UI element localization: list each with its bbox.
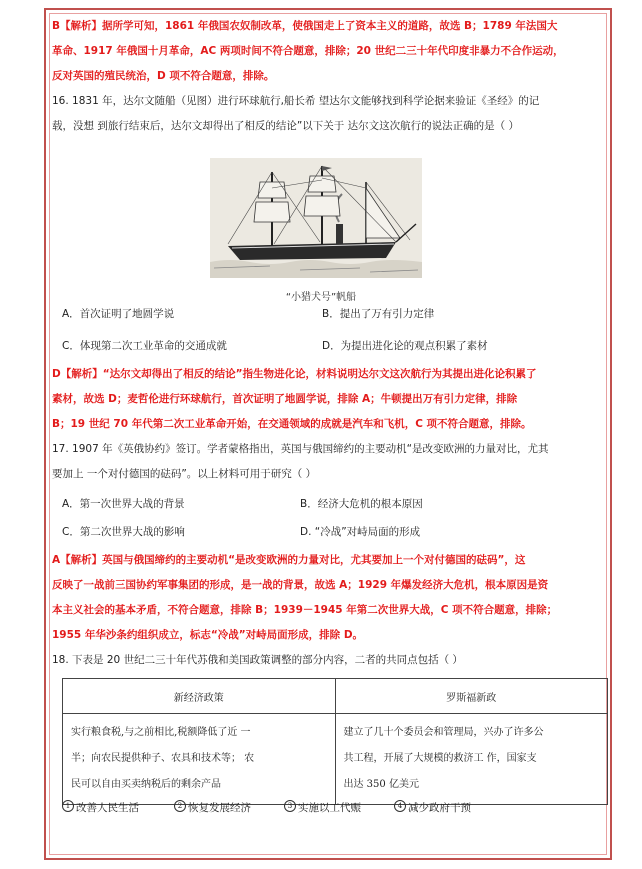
circled-number-4: 4: [394, 800, 406, 812]
q16-analysis-line-2: 素材，故选 D；麦哲伦进行环球航行，首次证明了地圆学说，排除 A；牛顿提出万有引力定律，排除: [52, 393, 518, 405]
q16-option-a: A．首次证明了地圆学说: [62, 308, 175, 320]
circled-number-3: 3: [284, 800, 296, 812]
policy-comparison-table: [62, 678, 608, 805]
q17-analysis-line-1: A【解析】英国与俄国缔约的主要动机“是改变欧洲的力量对比，尤其要加上一个对付德国的砝码”，这: [52, 554, 526, 566]
q15-analysis-line-2: 革命、1917 年俄国十月革命，AC 两项时间不符合题意，排除；20 世纪二三十年代印度非暴力不合作运动，: [52, 45, 564, 57]
q16-stem-line-2: 载，没想 到旅行结束后，达尔文却得出了相反的结论”以下关于 达尔文这次航行的说法正确的是（ ）: [52, 120, 519, 132]
q16-analysis-line-3: B；19 世纪 70 年代第二次工业革命开始，在交通领域的成就是汽车和飞机，C 项不符合题意，排除。: [52, 418, 532, 430]
q18-item-4: [394, 800, 471, 815]
content-block-lower: [52, 548, 604, 673]
content-block-middle: [52, 362, 604, 487]
table-cell-new-deal: [335, 714, 608, 805]
q18-item-4-text: 减少政府干预: [408, 802, 471, 814]
q18-item-1-text: 改善人民生活: [76, 802, 139, 814]
new-deal-line-1: 建立了几十个委员会和管理局，兴办了许多公: [343, 727, 544, 738]
q16-analysis-line-1: D【解析】“达尔文却得出了相反的结论”指生物进化论，材料说明达尔文这次航行为其提出进化论积累了: [52, 368, 537, 380]
q16-option-d: D．为提出进化论的观点积累了素材: [322, 340, 488, 352]
new-deal-line-2: 共工程，开展了大规模的救济工 作，国家支: [343, 753, 537, 764]
circled-number-2: 2: [174, 800, 186, 812]
q17-stem-line-1: 17. 1907 年《英俄协约》签订。学者蒙格指出，英国与俄国缔约的主要动机“是改变欧洲的力量对比，尤其: [52, 443, 549, 455]
sailing-ship-icon: [210, 158, 422, 278]
q17-option-a: A．第一次世界大战的背景: [62, 498, 185, 510]
q15-analysis-line-1: B【解析】据所学可知，1861 年俄国农奴制改革，使俄国走上了资本主义的道路，故选 B；1789 年法国大: [52, 20, 558, 32]
q16-option-c: C．体现第二次工业革命的交通成就: [62, 340, 227, 352]
q17-analysis-line-2: 反映了一战前三国协约军事集团的形成，是一战的背景，故选 A；1929 年爆发经济大危机，根本原因是资: [52, 579, 549, 591]
table-header-row: [63, 679, 608, 714]
q17-analysis-line-4: 1955 年华沙条约组织成立，标志“冷战”对峙局面形成，排除 D。: [52, 629, 364, 641]
q17-analysis-line-3: 本主义社会的基本矛盾，不符合题意，排除 B；1939－1945 年第二次世界大战，C 项不符合题意，排除；: [52, 604, 558, 616]
q17-option-d: D. “冷战”对峙局面的形成: [300, 526, 421, 538]
q18-item-2: [174, 800, 251, 815]
q17-option-c: C．第二次世界大战的影响: [62, 526, 185, 538]
q16-stem-line-1: 16. 1831 年，达尔文随船（见图）进行环球航行,船长希 望达尔文能够找到科学论据来验证《圣经》的记: [52, 95, 540, 107]
q17-option-b: B．经济大危机的根本原因: [300, 498, 423, 510]
q18-item-3-text: 实施以工代赈: [298, 802, 361, 814]
q16-option-b: B．提出了万有引力定律: [322, 308, 435, 320]
q18-item-3: [284, 800, 361, 815]
table-head-new-deal: 罗斯福新政: [335, 679, 608, 714]
table-head-nep: 新经济政策: [63, 679, 336, 714]
q15-analysis-line-3: 反对英国的殖民统治，D 项不符合题意，排除。: [52, 70, 275, 82]
table-cell-nep: [63, 714, 336, 805]
ship-illustration: [210, 158, 422, 278]
q18-stem-line-1: 18. 下表是 20 世纪二三十年代苏俄和美国政策调整的部分内容，二者的共同点包括（ ）: [52, 654, 463, 666]
circled-number-1: 1: [62, 800, 74, 812]
ship-caption: “小猎犬号”帆船: [285, 292, 357, 303]
table-row: [63, 714, 608, 805]
nep-line-1: 实行粮食税,与之前相比,税额降低了近 一: [71, 727, 251, 738]
nep-line-2: 半；向农民提供种子、农具和技术等； 农: [71, 753, 255, 764]
q17-stem-line-2: 要加上 一个对付德国的砝码”。以上材料可用于研究（ ）: [52, 468, 317, 480]
q18-item-1: [62, 800, 139, 815]
content-block-top: [52, 14, 604, 139]
q18-item-2-text: 恢复发展经济: [188, 802, 251, 814]
nep-line-3: 民可以自由买卖纳税后的剩余产品: [71, 779, 221, 790]
new-deal-line-3: 出达 350 亿美元: [343, 779, 419, 790]
